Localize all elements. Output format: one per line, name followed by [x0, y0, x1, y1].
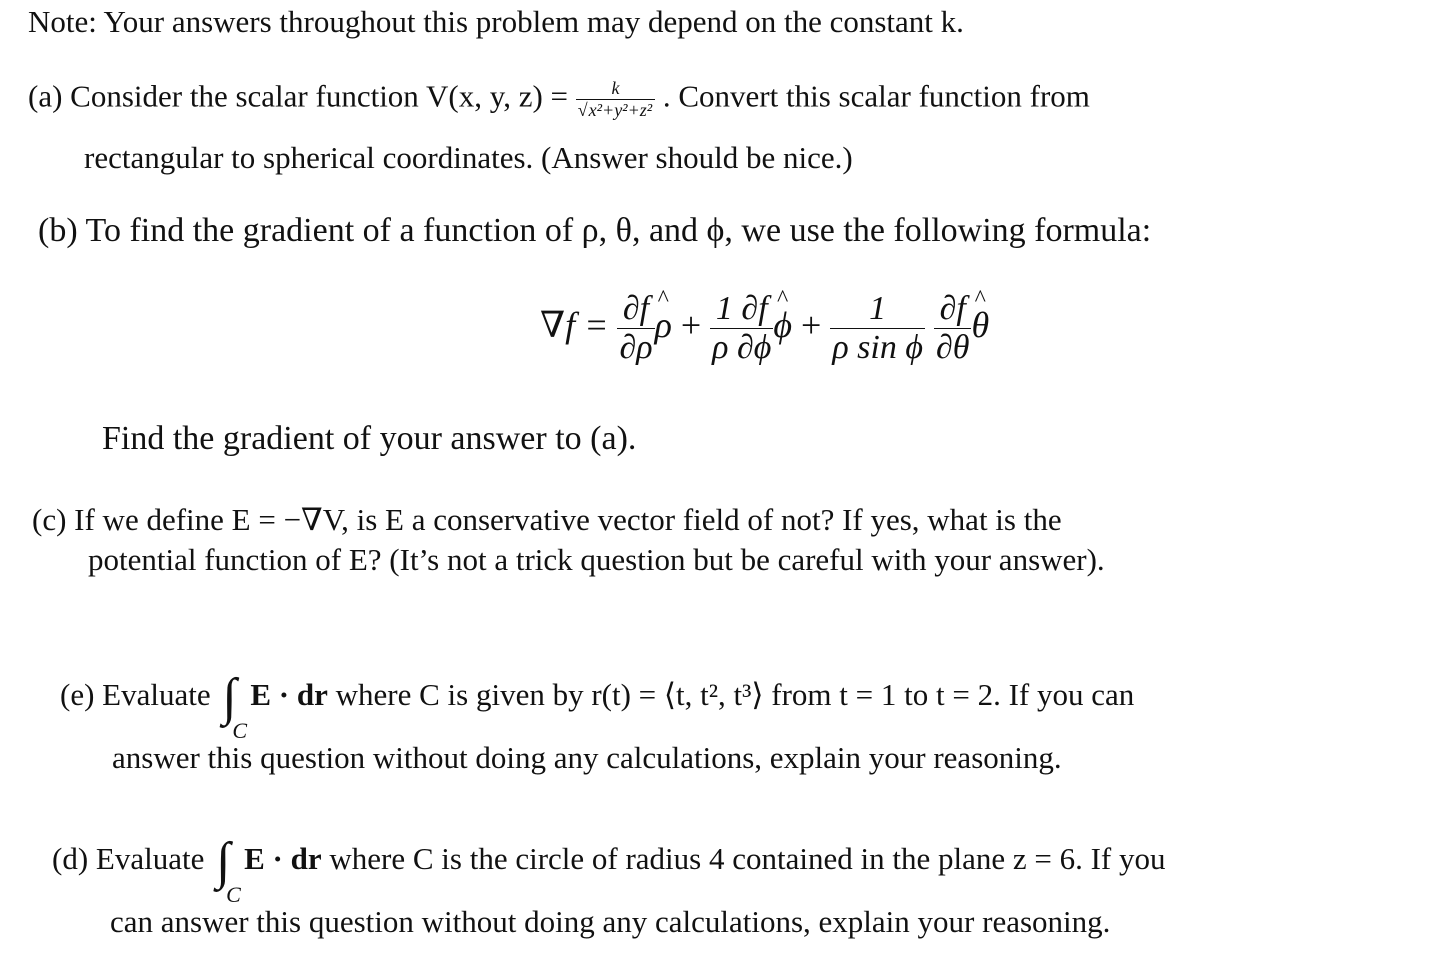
- part-b-label: (b): [38, 212, 78, 249]
- part-e-text: where C is given by r(t) = ⟨t, t², t³⟩ from t = 1 to t = 2. If you can: [335, 677, 1135, 713]
- term1-num: ∂f: [622, 290, 650, 327]
- note-text: Note: Your answers throughout this problem may depend on the constant k.: [28, 4, 964, 39]
- term3a-num: 1: [869, 290, 887, 327]
- gradient-formula: [540, 290, 989, 367]
- term3b-fraction: [934, 290, 972, 367]
- part-a-line2: rectangular to spherical coordinates. (Answer should be nice.): [84, 140, 853, 175]
- part-b-line1: [38, 212, 1151, 250]
- term1-fraction: [617, 290, 654, 367]
- part-c-text1: If we define E = −∇V, is E a conservative vector field of not? If yes, what is the: [74, 502, 1062, 537]
- part-a-line1: [28, 78, 1090, 121]
- part-e-evaluate: Evaluate: [102, 677, 211, 713]
- theta-hat-unit: ^ θ: [971, 304, 989, 346]
- integral-e-sub: C: [232, 718, 248, 743]
- sqrt-symbol: √x²+y²+z²: [577, 100, 653, 120]
- part-c-line2: potential function of E? (It’s not a trick question but be careful with your answer).: [88, 542, 1105, 577]
- part-e-line2: answer this question without doing any calculations, explain your reasoning.: [112, 740, 1062, 775]
- term1-den: ∂ρ: [619, 329, 653, 366]
- part-a-fraction-num: k: [611, 78, 620, 98]
- part-e-label: (e): [60, 677, 95, 713]
- plus-2: +: [801, 304, 822, 345]
- integral-sign-e: ∫ C: [222, 669, 248, 743]
- part-b-followup: Find the gradient of your answer to (a).: [102, 420, 637, 457]
- rho-hat-unit: ^ ρ: [655, 304, 672, 346]
- part-a-fraction-den: [576, 99, 655, 121]
- part-a-fraction: [576, 78, 655, 121]
- term2-fraction: [710, 290, 773, 367]
- term2-num: 1 ∂f: [715, 290, 768, 327]
- part-d-label: (d): [52, 841, 89, 877]
- part-d-line1: [52, 833, 1166, 907]
- plus-1: +: [680, 304, 702, 345]
- part-c-line1: [32, 502, 1062, 538]
- part-d-integrand: E · dr: [244, 841, 322, 877]
- part-a-radicand: x²+y²+z²: [588, 100, 653, 120]
- term3a-fraction: [830, 290, 925, 367]
- integral-d-sub: C: [226, 882, 241, 907]
- part-e-line1: [60, 669, 1135, 743]
- part-d-text: where C is the circle of radius 4 contained in the plane z = 6. If you: [329, 841, 1166, 877]
- term3a-den: ρ sin ϕ: [832, 329, 923, 366]
- part-d-evaluate: Evaluate: [95, 841, 205, 877]
- part-e-integrand: E · dr: [250, 677, 328, 713]
- part-a-text-after: . Convert this scalar function from: [662, 78, 1090, 114]
- part-d-line2: can answer this question without doing any calculations, explain your reasoning.: [110, 904, 1111, 939]
- part-a-label: (a): [28, 78, 63, 114]
- term2-den: ρ ∂ϕ: [712, 329, 772, 366]
- integral-sign-d: ∫ C: [216, 833, 241, 907]
- term3b-num: ∂f: [939, 290, 966, 327]
- part-c-label: (c): [32, 502, 67, 537]
- term3b-den: ∂θ: [935, 329, 970, 366]
- part-b-text: To find the gradient of a function of ρ, θ, and ϕ, we use the following formula:: [85, 212, 1152, 249]
- phi-hat-unit: ^ ϕ: [773, 304, 792, 346]
- part-a-text-before: Consider the scalar function V(x, y, z) =: [70, 78, 576, 114]
- formula-lhs: ∇f =: [540, 304, 609, 345]
